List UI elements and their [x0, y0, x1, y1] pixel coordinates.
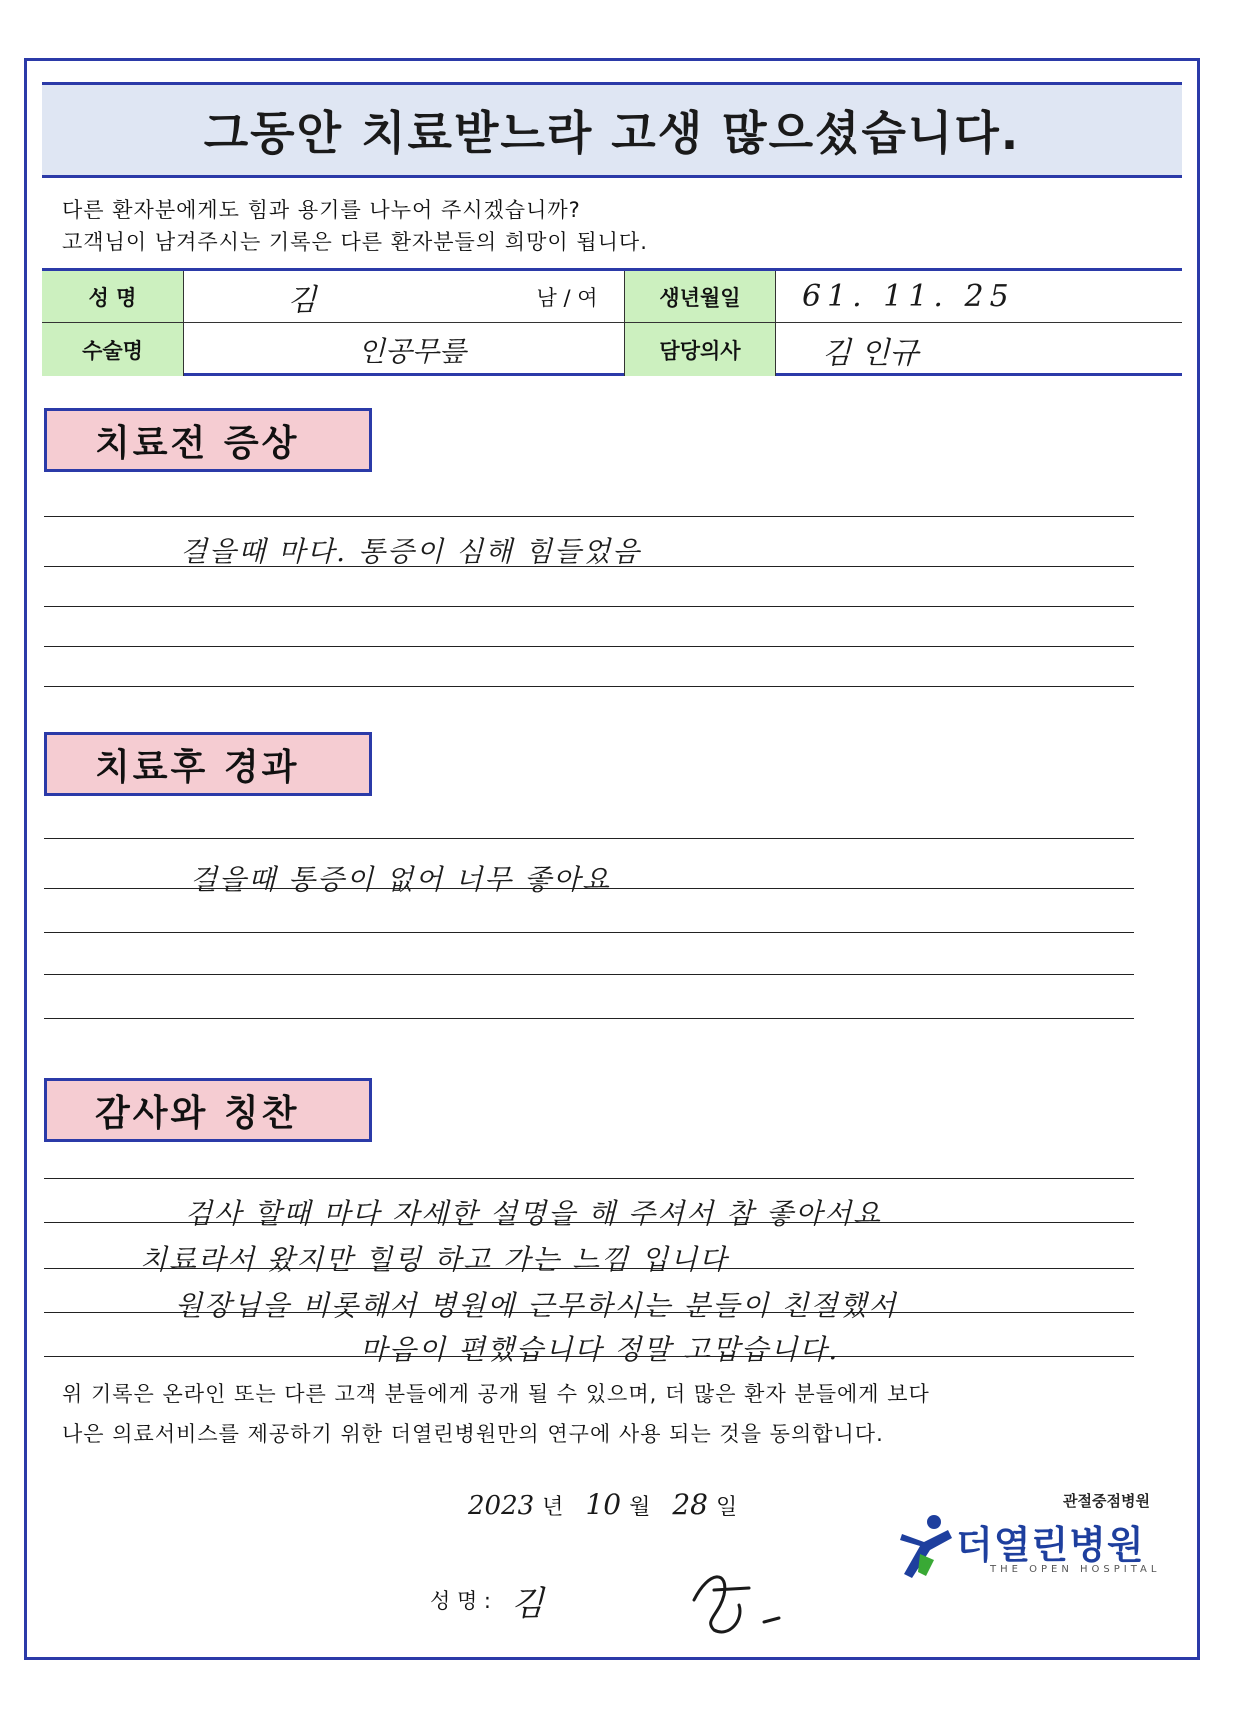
- section-heading-after: 치료후 경과: [44, 732, 372, 796]
- handwritten-thanks-2[interactable]: 치료라서 왔지만 힐링 하고 가는 느낌 입니다: [140, 1243, 729, 1276]
- patient-info-table: [42, 268, 1182, 376]
- section-heading-before: 치료전 증상: [44, 408, 372, 472]
- doctor-label: 담당의사: [624, 323, 776, 376]
- hospital-emblem-icon: [898, 1512, 958, 1580]
- page-title: 그동안 치료받느라 고생 많으셨습니다.: [203, 106, 1021, 160]
- birth-label: 생년월일: [624, 271, 776, 322]
- ruled-line: [44, 686, 1134, 687]
- signature-row: [430, 1560, 794, 1640]
- handwritten-thanks-1[interactable]: 검사 할때 마다 자세한 설명을 해 주셔서 참 좋아서요: [185, 1197, 883, 1230]
- hospital-logo: [898, 1490, 1161, 1590]
- hospital-tagline: 관절중점병원: [1063, 1492, 1150, 1510]
- handwritten-before[interactable]: 걸을때 마다. 통증이 심해 힘들었음: [180, 535, 642, 568]
- date-year[interactable]: 2023: [468, 1491, 535, 1521]
- intro-line-2: 고객님이 남겨주시는 기록은 다른 환자분들의 희망이 됩니다.: [62, 230, 648, 254]
- birth-value[interactable]: 61. 11. 25: [802, 279, 1015, 314]
- surgery-value[interactable]: 인공무릎: [357, 334, 467, 368]
- day-label: 일: [715, 1495, 738, 1520]
- month-label: 월: [629, 1495, 651, 1520]
- signature-mark: [684, 1560, 794, 1640]
- signature-name[interactable]: 김: [511, 1583, 544, 1624]
- surgery-label: 수술명: [42, 323, 184, 376]
- hospital-name: 더열린병원: [956, 1523, 1145, 1567]
- hospital-english-name: THE OPEN HOSPITAL: [990, 1564, 1161, 1575]
- name-value[interactable]: 김: [287, 282, 317, 318]
- ruled-line: [44, 1018, 1134, 1019]
- date-month[interactable]: 10: [585, 1488, 622, 1521]
- handwritten-thanks-4[interactable]: 마음이 편했습니다 정말 고맙습니다.: [360, 1333, 840, 1366]
- date-row: [468, 1488, 737, 1521]
- date-day[interactable]: 28: [672, 1488, 708, 1521]
- doctor-value[interactable]: 김 인규: [822, 335, 919, 371]
- section-heading-thanks: 감사와 칭찬: [44, 1078, 372, 1142]
- ruled-line: [44, 838, 1134, 839]
- ruled-line: [44, 974, 1134, 975]
- ruled-line: [44, 1178, 1134, 1179]
- intro-line-1: 다른 환자분에게도 힘과 용기를 나누어 주시겠습니까?: [62, 198, 581, 222]
- consent-line-1: 위 기록은 온라인 또는 다른 고객 분들에게 공개 될 수 있으며, 더 많은 환자 분들에게 보다: [62, 1382, 930, 1406]
- gender-field[interactable]: 남 / 여: [536, 285, 598, 310]
- ruled-line: [44, 646, 1134, 647]
- year-label: 년: [542, 1495, 564, 1520]
- handwritten-after[interactable]: 걸을때 통증이 없어 너무 좋아요: [190, 863, 612, 896]
- handwritten-thanks-3[interactable]: 원장님을 비롯해서 병원에 근무하시는 분들이 친절했서: [175, 1289, 898, 1322]
- ruled-line: [44, 606, 1134, 607]
- ruled-line: [44, 516, 1134, 517]
- signature-label: 성 명 :: [430, 1589, 491, 1613]
- consent-line-2: 나은 의료서비스를 제공하기 위한 더열린병원만의 연구에 사용 되는 것을 동의합니다.: [62, 1422, 884, 1446]
- name-label: 성 명: [42, 271, 184, 322]
- ruled-line: [44, 932, 1134, 933]
- title-banner: [42, 82, 1182, 178]
